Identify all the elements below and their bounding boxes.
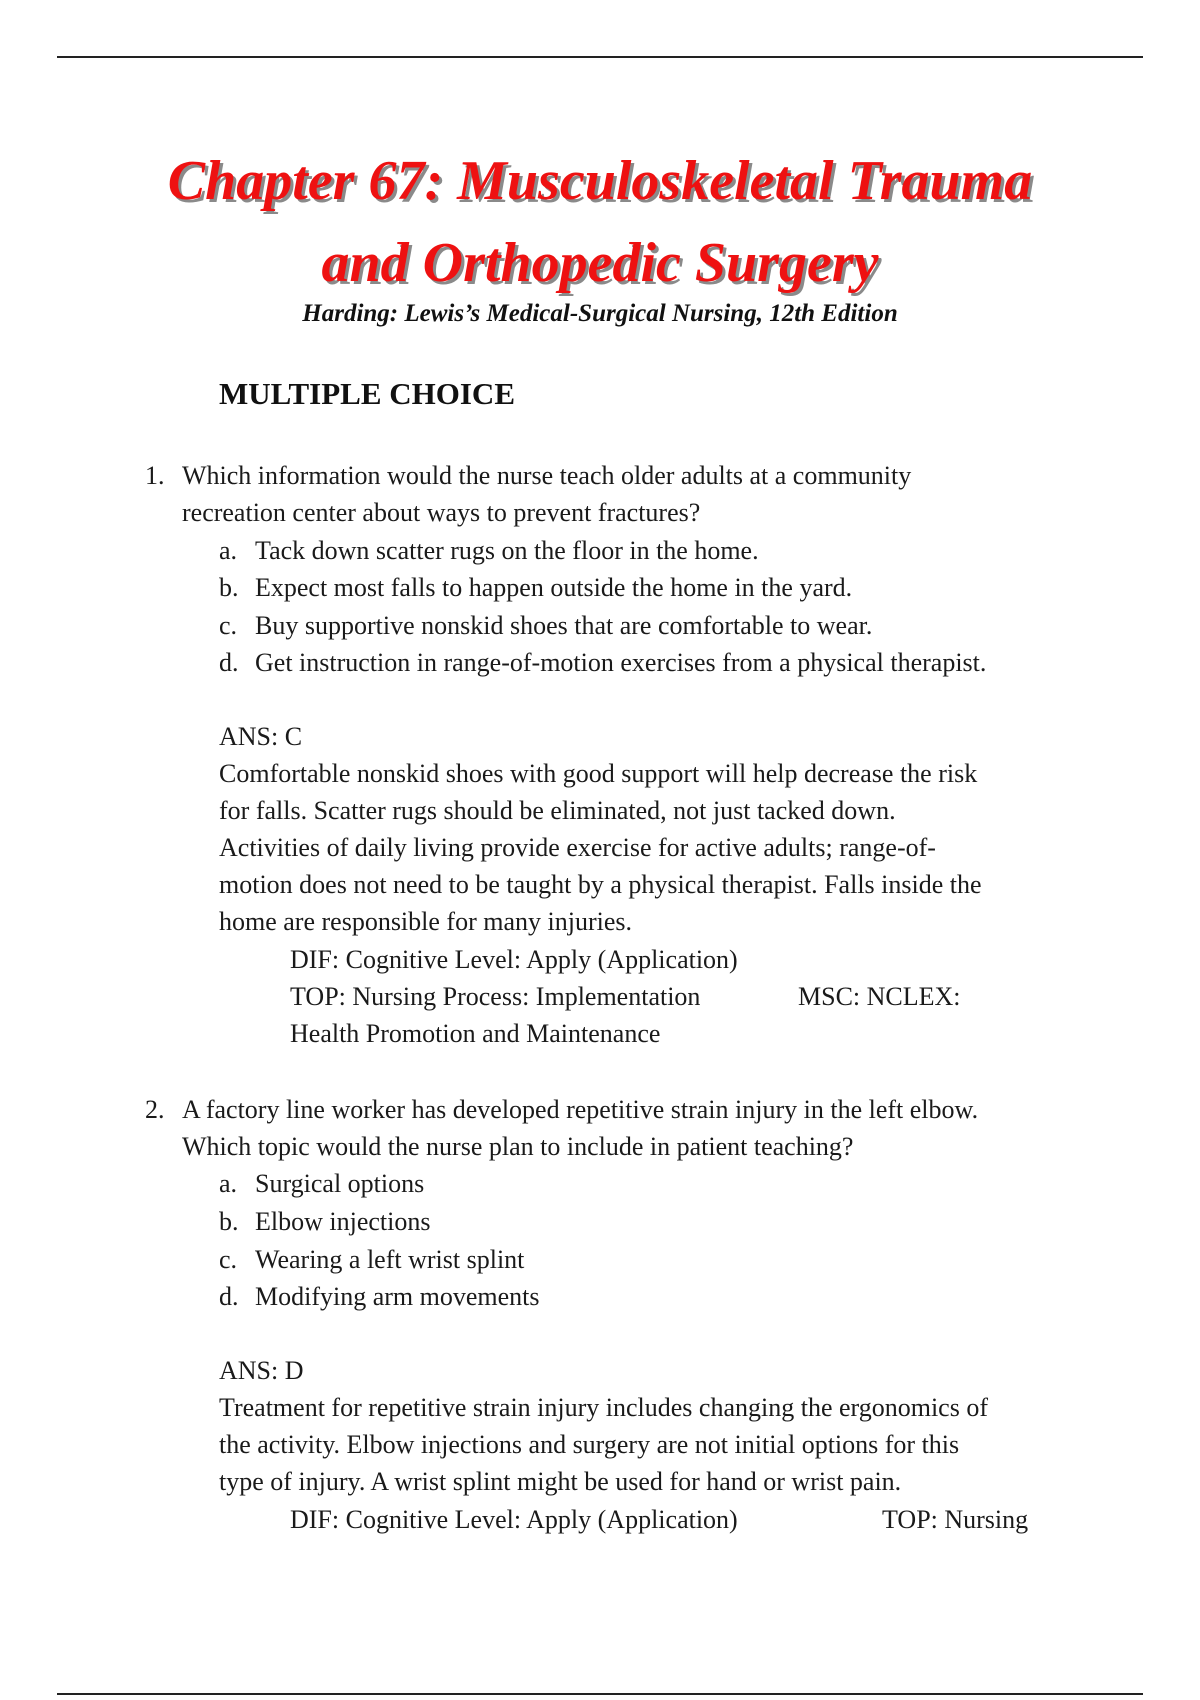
answer-option <box>219 1241 524 1278</box>
rationale-line: Comfortable nonskid shoes with good support will help decrease the risk <box>219 759 978 788</box>
top-rule <box>57 56 1143 58</box>
topic-meta: TOP: Nursing Process: Implementation <box>290 982 701 1011</box>
bottom-rule <box>57 1693 1143 1695</box>
option-letter: b. <box>219 573 239 602</box>
option-letter: c. <box>219 611 238 640</box>
rationale-line: motion does not need to be taught by a physical therapist. Falls inside the <box>219 870 982 899</box>
option-text: Get instruction in range-of-motion exercises from a physical therapist. <box>255 648 987 677</box>
msc-meta-continued: Health Promotion and Maintenance <box>290 1019 661 1048</box>
option-text: Modifying arm movements <box>255 1282 540 1311</box>
chapter-title-line: Chapter 67: Musculoskeletal Trauma <box>167 150 1033 212</box>
option-text: Buy supportive nonskid shoes that are comfortable to wear. <box>255 611 873 640</box>
answer-option <box>219 569 852 606</box>
rationale-line: for falls. Scatter rugs should be eliminated, not just tacked down. <box>219 796 896 825</box>
question-stem-line: A factory line worker has developed repetitive strain injury in the left elbow. <box>182 1095 979 1124</box>
option-text: Wearing a left wrist splint <box>255 1245 525 1274</box>
rationale-line: the activity. Elbow injections and surgery are not initial options for this <box>219 1430 960 1459</box>
option-text: Tack down scatter rugs on the floor in the home. <box>255 536 759 565</box>
rationale-line: home are responsible for many injuries. <box>219 907 632 936</box>
question-stem-line: Which topic would the nurse plan to include in patient teaching? <box>182 1132 854 1161</box>
question-stem-line: Which information would the nurse teach older adults at a community <box>182 461 912 490</box>
chapter-title-line: and Orthopedic Surgery <box>321 232 879 294</box>
question-stem <box>182 1091 1062 1165</box>
difficulty-meta: DIF: Cognitive Level: Apply (Application) <box>290 1505 738 1534</box>
answer-key: ANS: D <box>219 1356 304 1385</box>
book-subtitle: Harding: Lewis’s Medical-Surgical Nursing, 12th Edition <box>302 300 898 327</box>
option-letter: a. <box>219 536 238 565</box>
answer-option <box>219 644 986 681</box>
answer-option <box>219 532 759 569</box>
answer-option <box>219 607 872 644</box>
question-number: 2. <box>145 1095 165 1124</box>
section-heading: MULTIPLE CHOICE <box>219 376 515 411</box>
topic-meta: TOP: Nursing <box>882 1505 1029 1534</box>
option-text: Elbow injections <box>255 1207 431 1236</box>
question-stem-line: recreation center about ways to prevent fractures? <box>182 498 701 527</box>
question-number: 1. <box>145 461 165 490</box>
msc-meta: MSC: NCLEX: <box>798 982 961 1011</box>
option-letter: d. <box>219 648 239 677</box>
option-letter: b. <box>219 1207 239 1236</box>
option-text: Surgical options <box>255 1169 425 1198</box>
option-letter: a. <box>219 1169 238 1198</box>
rationale-line: Treatment for repetitive strain injury includes changing the ergonomics of <box>219 1393 988 1422</box>
rationale <box>219 755 1099 940</box>
chapter-title <box>0 140 1200 304</box>
option-letter: d. <box>219 1282 239 1311</box>
rationale-line: Activities of daily living provide exercise for active adults; range-of- <box>219 833 936 862</box>
answer-option <box>219 1203 430 1240</box>
answer-key: ANS: C <box>219 722 303 751</box>
answer-option <box>219 1165 424 1202</box>
rationale <box>219 1389 1099 1500</box>
option-text: Expect most falls to happen outside the home in the yard. <box>255 573 853 602</box>
option-letter: c. <box>219 1245 238 1274</box>
rationale-line: type of injury. A wrist splint might be used for hand or wrist pain. <box>219 1467 902 1496</box>
question-stem <box>182 457 1062 531</box>
answer-option <box>219 1278 540 1315</box>
difficulty-meta: DIF: Cognitive Level: Apply (Application) <box>290 945 738 974</box>
